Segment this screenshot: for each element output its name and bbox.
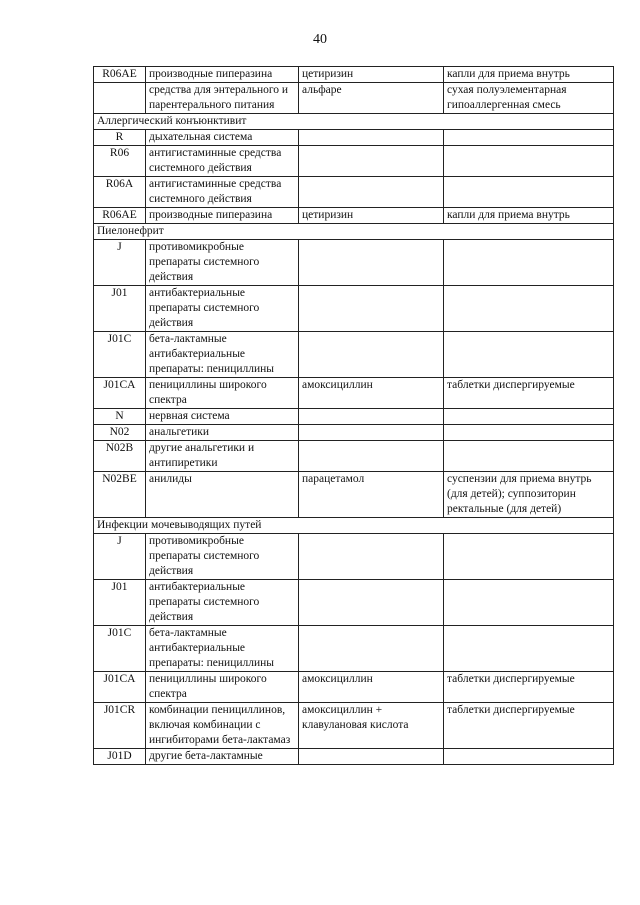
atc-code-cell bbox=[94, 83, 146, 114]
dosage-form-cell bbox=[444, 534, 614, 580]
group-name-cell: бета-лактамные антибактериальные препараты: пенициллины bbox=[146, 626, 299, 672]
atc-code-cell: J01CA bbox=[94, 378, 146, 409]
atc-code-cell: J01 bbox=[94, 286, 146, 332]
table-row bbox=[94, 703, 614, 749]
section-title: Инфекции мочевыводящих путей bbox=[94, 518, 614, 534]
group-name-cell: анилиды bbox=[146, 472, 299, 518]
drug-name-cell bbox=[299, 409, 444, 425]
atc-code-cell: N bbox=[94, 409, 146, 425]
section-title: Пиелонефрит bbox=[94, 224, 614, 240]
atc-code-cell: J01C bbox=[94, 626, 146, 672]
dosage-form-cell bbox=[444, 626, 614, 672]
drug-name-cell bbox=[299, 749, 444, 765]
dosage-form-cell bbox=[444, 749, 614, 765]
drug-name-cell: амоксициллин bbox=[299, 378, 444, 409]
group-name-cell: анальгетики bbox=[146, 425, 299, 441]
drug-name-cell: цетиризин bbox=[299, 208, 444, 224]
atc-code-cell: J bbox=[94, 240, 146, 286]
dosage-form-cell bbox=[444, 441, 614, 472]
group-name-cell: противомикробные препараты системного действия bbox=[146, 240, 299, 286]
group-name-cell: антигистаминные средства системного действия bbox=[146, 177, 299, 208]
table-row bbox=[94, 130, 614, 146]
drug-name-cell: парацетамол bbox=[299, 472, 444, 518]
drug-name-cell bbox=[299, 626, 444, 672]
group-name-cell: пенициллины широкого спектра bbox=[146, 378, 299, 409]
atc-code-cell: N02 bbox=[94, 425, 146, 441]
atc-code-cell: R06AE bbox=[94, 67, 146, 83]
table-row bbox=[94, 177, 614, 208]
dosage-form-cell bbox=[444, 146, 614, 177]
dosage-form-cell bbox=[444, 286, 614, 332]
drug-name-cell bbox=[299, 332, 444, 378]
group-name-cell: другие анальгетики и антипиретики bbox=[146, 441, 299, 472]
drug-name-cell bbox=[299, 177, 444, 208]
dosage-form-cell bbox=[444, 425, 614, 441]
table-row bbox=[94, 472, 614, 518]
drug-name-cell bbox=[299, 130, 444, 146]
table-row bbox=[94, 208, 614, 224]
atc-code-cell: J bbox=[94, 534, 146, 580]
dosage-form-cell: капли для приема внутрь bbox=[444, 208, 614, 224]
atc-code-cell: J01CA bbox=[94, 672, 146, 703]
dosage-form-cell: суспензии для приема внутрь (для детей); суппозиторин ректальные (для детей) bbox=[444, 472, 614, 518]
table-row bbox=[94, 332, 614, 378]
group-name-cell: другие бета-лактамные bbox=[146, 749, 299, 765]
table-row bbox=[94, 378, 614, 409]
atc-code-cell: J01C bbox=[94, 332, 146, 378]
table-row bbox=[94, 67, 614, 83]
table-row bbox=[94, 146, 614, 177]
drug-name-cell: альфаре bbox=[299, 83, 444, 114]
atc-code-cell: R06AE bbox=[94, 208, 146, 224]
dosage-form-cell: сухая полуэлементарная гипоаллергенная смесь bbox=[444, 83, 614, 114]
atc-code-cell: R06A bbox=[94, 177, 146, 208]
atc-code-cell: N02B bbox=[94, 441, 146, 472]
drug-name-cell bbox=[299, 286, 444, 332]
dosage-form-cell: капли для приема внутрь bbox=[444, 67, 614, 83]
page-number: 40 bbox=[313, 32, 327, 47]
group-name-cell: бета-лактамные антибактериальные препараты: пенициллины bbox=[146, 332, 299, 378]
group-name-cell: средства для энтерального и парентерального питания bbox=[146, 83, 299, 114]
atc-code-cell: R bbox=[94, 130, 146, 146]
section-row bbox=[94, 518, 614, 534]
group-name-cell: комбинации пенициллинов, включая комбинации с ингибиторами бета-лактамаз bbox=[146, 703, 299, 749]
table-row bbox=[94, 534, 614, 580]
drug-name-cell bbox=[299, 425, 444, 441]
drug-name-cell bbox=[299, 146, 444, 177]
dosage-form-cell bbox=[444, 332, 614, 378]
group-name-cell: антигистаминные средства системного действия bbox=[146, 146, 299, 177]
table-row bbox=[94, 83, 614, 114]
section-row bbox=[94, 224, 614, 240]
table-body bbox=[94, 67, 614, 765]
dosage-form-cell bbox=[444, 580, 614, 626]
drug-name-cell: цетиризин bbox=[299, 67, 444, 83]
atc-code-cell: J01CR bbox=[94, 703, 146, 749]
group-name-cell: противомикробные препараты системного действия bbox=[146, 534, 299, 580]
section-title: Аллергический конъюнктивит bbox=[94, 114, 614, 130]
dosage-form-cell bbox=[444, 409, 614, 425]
table-row bbox=[94, 749, 614, 765]
atc-code-cell: J01D bbox=[94, 749, 146, 765]
atc-code-cell: J01 bbox=[94, 580, 146, 626]
group-name-cell: пенициллины широкого спектра bbox=[146, 672, 299, 703]
drug-name-cell: амоксициллин bbox=[299, 672, 444, 703]
atc-code-cell: R06 bbox=[94, 146, 146, 177]
dosage-form-cell bbox=[444, 240, 614, 286]
section-row bbox=[94, 114, 614, 130]
table-row bbox=[94, 626, 614, 672]
medication-table bbox=[93, 66, 614, 765]
drug-name-cell bbox=[299, 240, 444, 286]
dosage-form-cell: таблетки диспергируемые bbox=[444, 378, 614, 409]
dosage-form-cell: таблетки диспергируемые bbox=[444, 672, 614, 703]
dosage-form-cell bbox=[444, 130, 614, 146]
table-row bbox=[94, 580, 614, 626]
table-row bbox=[94, 409, 614, 425]
table-row bbox=[94, 286, 614, 332]
group-name-cell: нервная система bbox=[146, 409, 299, 425]
table-row bbox=[94, 441, 614, 472]
group-name-cell: антибактериальные препараты системного действия bbox=[146, 580, 299, 626]
drug-name-cell bbox=[299, 580, 444, 626]
table-row bbox=[94, 672, 614, 703]
drug-name-cell bbox=[299, 441, 444, 472]
table-row bbox=[94, 240, 614, 286]
group-name-cell: производные пиперазина bbox=[146, 208, 299, 224]
group-name-cell: дыхательная система bbox=[146, 130, 299, 146]
table-row bbox=[94, 425, 614, 441]
dosage-form-cell bbox=[444, 177, 614, 208]
atc-code-cell: N02BE bbox=[94, 472, 146, 518]
group-name-cell: антибактериальные препараты системного действия bbox=[146, 286, 299, 332]
dosage-form-cell: таблетки диспергируемые bbox=[444, 703, 614, 749]
group-name-cell: производные пиперазина bbox=[146, 67, 299, 83]
drug-name-cell bbox=[299, 534, 444, 580]
drug-name-cell: амоксициллин + клавулановая кислота bbox=[299, 703, 444, 749]
